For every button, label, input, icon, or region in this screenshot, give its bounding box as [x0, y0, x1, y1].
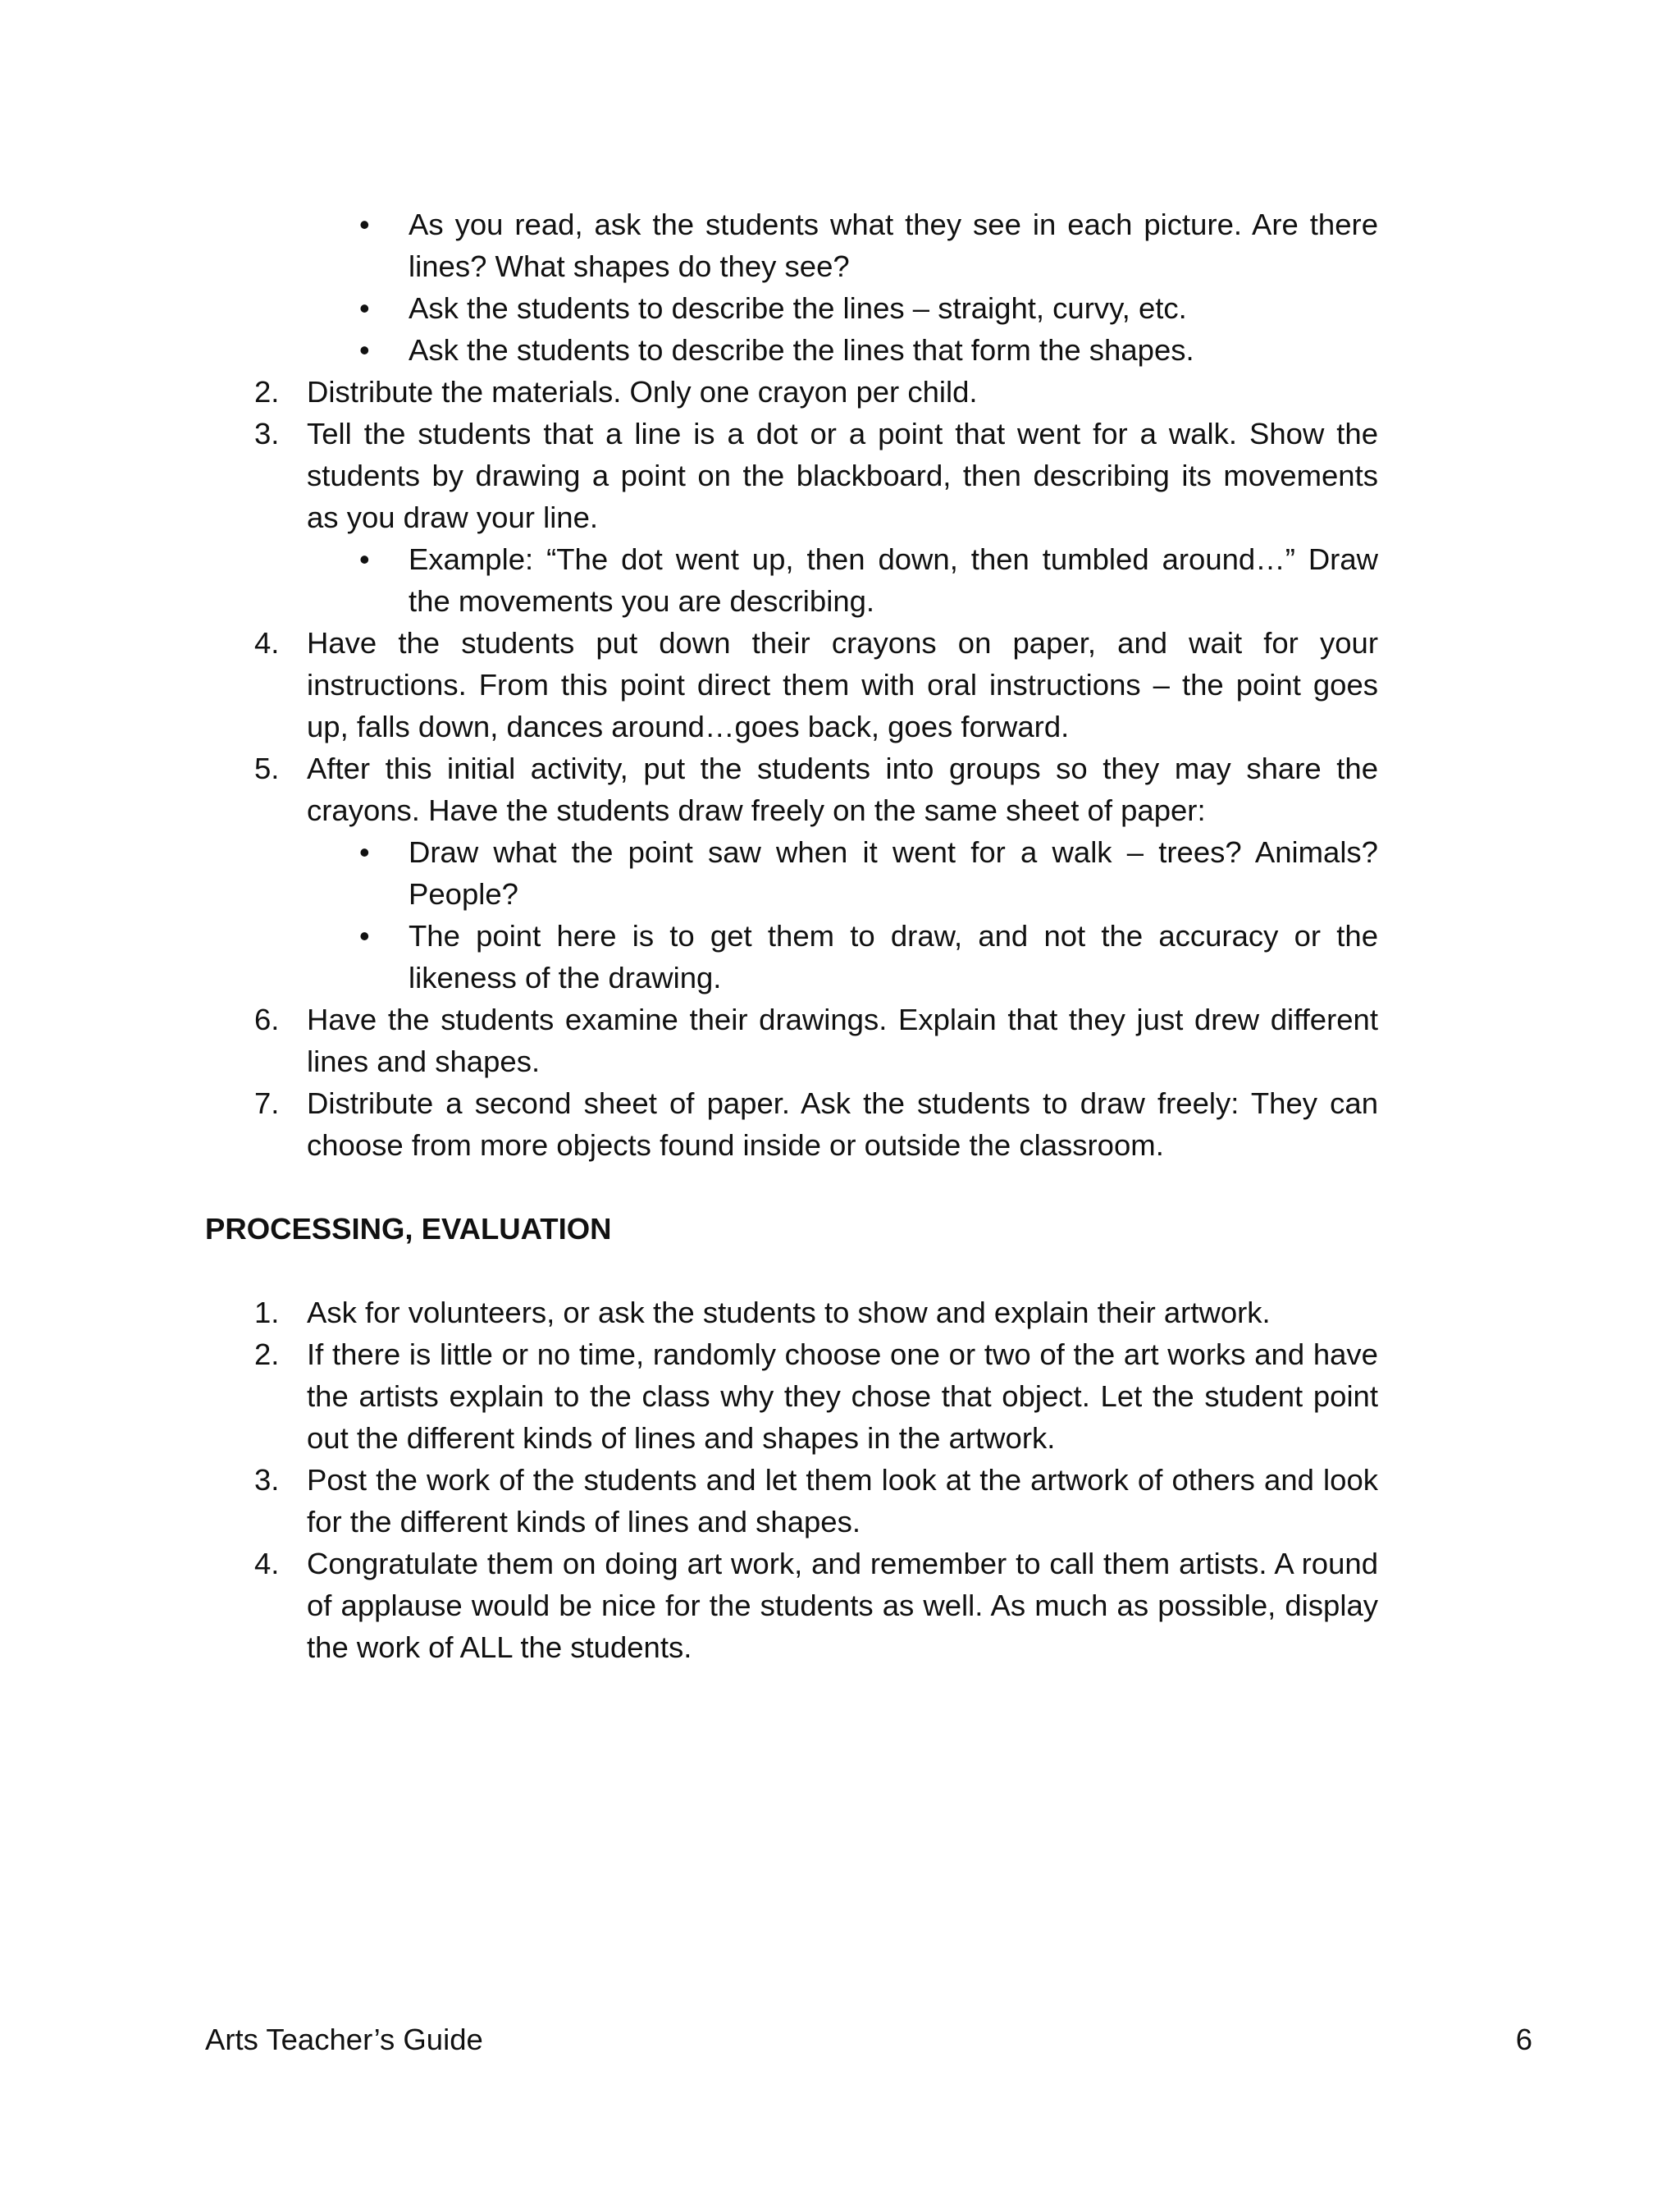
item-number: 4.: [254, 626, 280, 660]
procedure-list: [205, 203, 1378, 1166]
item-text: Draw what the point saw when it went for a walk – trees? Animals? People?: [409, 835, 1378, 911]
bullet-item: [205, 538, 1378, 622]
item-text: After this initial activity, put the students into groups so they may share the crayons. Have the students draw freely on the same sheet of paper:: [307, 752, 1378, 827]
item-text: Ask the students to describe the lines that form the shapes.: [409, 333, 1194, 367]
bullet-item: [205, 329, 1378, 371]
item-text: Ask for volunteers, or ask the students to show and explain their artwork.: [307, 1296, 1271, 1329]
item-text: Post the work of the students and let them look at the artwork of others and look for the different kinds of lines and shapes.: [307, 1463, 1378, 1538]
numbered-item: [205, 413, 1378, 538]
bullet-marker: •: [359, 333, 370, 367]
bullet-item: [205, 203, 1378, 287]
item-text: Have the students put down their crayons on paper, and wait for your instructions. From this point direct them with oral instructions – the point goes up, falls down, dances around…goes back, goes forward.: [307, 626, 1378, 743]
numbered-item: [205, 1082, 1378, 1166]
item-text: Example: “The dot went up, then down, then tumbled around…” Draw the movements you are describing.: [409, 542, 1378, 618]
page-content: [205, 203, 1378, 1668]
item-text: Congratulate them on doing art work, and remember to call them artists. A round of applause would be nice for the students as well. As much as possible, display the work of ALL the students.: [307, 1547, 1378, 1664]
item-text: Ask the students to describe the lines – straight, curvy, etc.: [409, 291, 1187, 325]
page-number: 6: [1515, 2023, 1532, 2056]
item-number: 4.: [254, 1547, 280, 1580]
footer-title: Arts Teacher’s Guide: [205, 2023, 483, 2056]
numbered-item: [205, 1543, 1378, 1668]
item-text: Have the students examine their drawings. Explain that they just drew different lines and shapes.: [307, 1003, 1378, 1078]
item-number: 7.: [254, 1086, 280, 1120]
evaluation-list: [205, 1292, 1378, 1668]
bullet-item: [205, 831, 1378, 915]
numbered-item: [205, 1333, 1378, 1459]
numbered-item: [205, 748, 1378, 831]
item-number: 1.: [254, 1296, 280, 1329]
bullet-marker: •: [359, 835, 370, 869]
bullet-item: [205, 915, 1378, 999]
item-text: The point here is to get them to draw, and not the accuracy or the likeness of the drawing.: [409, 919, 1378, 994]
bullet-item: [205, 287, 1378, 329]
bullet-marker: •: [359, 542, 370, 576]
item-number: 3.: [254, 1463, 280, 1497]
section-heading: PROCESSING, EVALUATION: [205, 1212, 612, 1246]
item-text: Tell the students that a line is a dot or a point that went for a walk. Show the students by drawing a point on the blackboard, then describing its movements as you draw your line.: [307, 417, 1378, 534]
item-number: 6.: [254, 1003, 280, 1036]
item-number: 2.: [254, 1337, 280, 1371]
item-number: 5.: [254, 752, 280, 785]
bullet-marker: •: [359, 208, 370, 241]
bullet-marker: •: [359, 919, 370, 953]
numbered-item: [205, 622, 1378, 748]
numbered-item: [205, 999, 1378, 1082]
numbered-item: [205, 1292, 1378, 1333]
bullet-marker: •: [359, 291, 370, 325]
item-text: Distribute the materials. Only one crayon per child.: [307, 375, 978, 409]
item-text: As you read, ask the students what they see in each picture. Are there lines? What shapes do they see?: [409, 208, 1378, 283]
item-text: If there is little or no time, randomly choose one or two of the art works and have the artists explain to the class why they chose that object. Let the student point out the different kinds of lines and shapes in the artwork.: [307, 1337, 1378, 1455]
item-number: 2.: [254, 375, 280, 409]
item-number: 3.: [254, 417, 280, 450]
item-text: Distribute a second sheet of paper. Ask the students to draw freely: They can choose from more objects found inside or outside the classroom.: [307, 1086, 1378, 1162]
numbered-item: [205, 1459, 1378, 1543]
numbered-item: [205, 371, 1378, 413]
